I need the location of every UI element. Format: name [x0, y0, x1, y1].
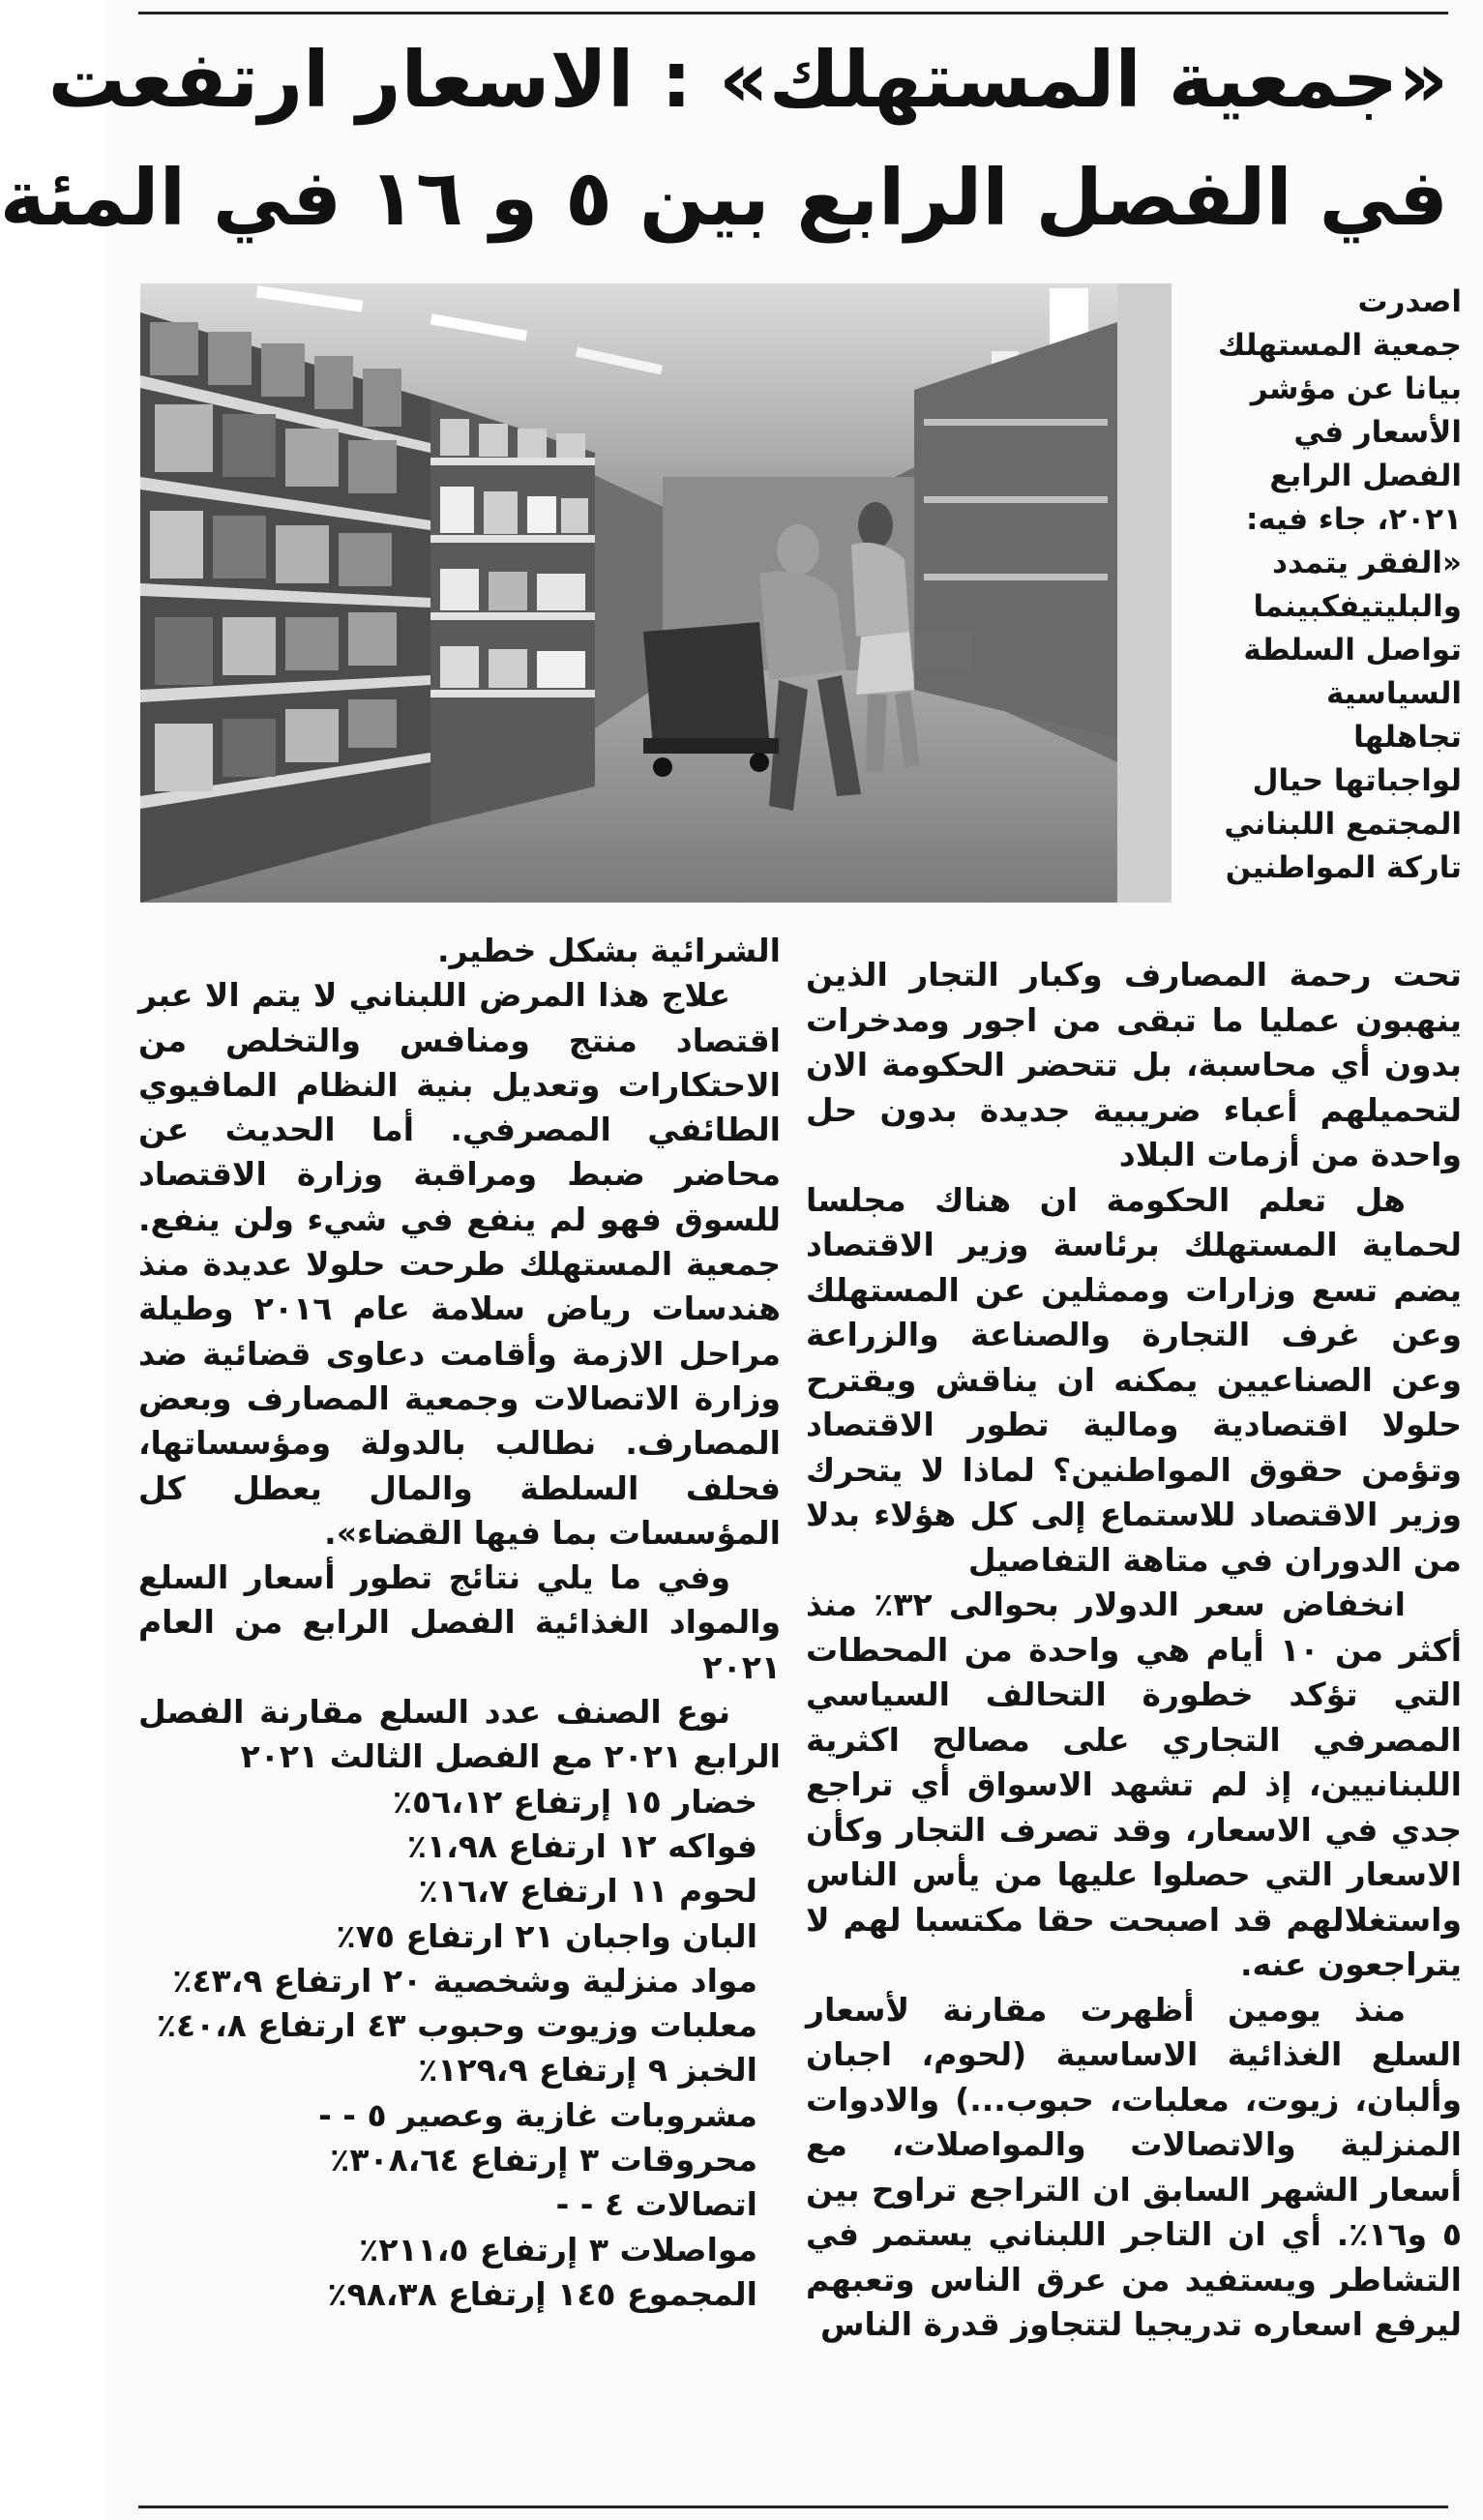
text-line: ٢٠٢١، جاء فيه: [1245, 502, 1462, 537]
text-line: الأسعار في [1293, 415, 1462, 450]
text-line: «الفقر يتمدد [1272, 546, 1462, 580]
paragraph: انخفاض سعر الدولار بحوالى ٣٢٪ منذ أكثر من ١٠ أيام هي واحدة من المحطات التي تؤكد خطورة التحالف السياسي المصرفي التجاري على مصالح اكثرية اللبنانيين، إذ لم تشهد الاسواق أي تراجع جدي في الاسعار، وقد تصرف التجار وكأن الاسعار التي حصلوا عليها من يأس الناس واستغلالهم قد اصبحت حقا مكتسبا لهم لا يتراجعون عنه. [806, 1586, 1463, 1983]
price-row: معلبات وزيوت وحبوب ٤٣ ارتفاع ٤٠،٨٪ [156, 2006, 757, 2045]
article-column-left [138, 929, 781, 2496]
top-rule [138, 12, 1448, 15]
paragraph: منذ يومين أظهرت مقارنة لأسعار السلع الغذائية الاساسية (لحوم، اجبان وألبان، زيوت، معلبات، حبوب...) والادوات المنزلية والاتصالات والمواصلات، مع أسعار الشهر السابق ان التراجع تراوح بين ٥ و١٦٪. أي ان التاجر اللبناني يستمر في التشاطر ويستفيد من عرق الناس وتعبهم ليرفع اسعاره تدريجيا لتتجاوز قدرة الناس [806, 1990, 1462, 2343]
price-row: خضار ١٥ إرتفاع ٥٦،١٢٪ [392, 1782, 757, 1821]
price-row: فواكه ١٢ ارتفاع ١،٩٨٪ [406, 1826, 757, 1865]
text-line: الفصل الرابع [1269, 459, 1462, 493]
table-header: نوع الصنف عدد السلع مقارنة الفصل الرابع ٢٠٢١ مع الفصل الثالث ٢٠٢١ [138, 1693, 781, 1776]
price-row: مواصلات ٣ إرتفاع ٢١١،٥٪ [359, 2230, 757, 2268]
text-line: والبليتيفكبينما [1253, 589, 1462, 624]
headline-line-1: «جمعية المستهلك» : الاسعار ارتفعت [47, 35, 1448, 125]
paragraph: علاج هذا المرض اللبناني لا يتم الا عبر اقتصاد منتج ومنافس والتخلص من الاحتكارات وتعديل بنية النظام المافيوي الطائفي المصرفي. أما الحديث عن محاضر ضبط ومراقبة وزارة الاقتصاد للسوق فهو لم ينفع في شيء ولن ينفع. جمعية المستهلك طرحت حلولا عديدة منذ هندسات رياض سلامة عام ٢٠١٦ وطيلة مراحل الازمة وأقامت دعاوى قضائية ضد وزارة الاتصالات وجمعية المصارف وبعض المصارف. نطالب بالدولة ومؤسساتها، فحلف السلطة والمال يعطل كل المؤسسات بما فيها القضاء». [138, 976, 781, 1552]
text-line: بيانا عن مؤشر [1250, 371, 1462, 406]
text-line: تاركة المواطنين [1225, 850, 1462, 885]
bottom-rule [138, 2505, 1448, 2508]
text-line: اصدرت [1357, 284, 1462, 319]
headline-line-2: في الفصل الرابع بين ٥ و ١٦ في المئة [0, 153, 1448, 243]
text-line: السياسية [1325, 676, 1462, 711]
article-column-right [806, 953, 1462, 2496]
text-line: المجتمع اللبناني [1224, 807, 1462, 842]
price-row: مواد منزلية وشخصية ٢٠ ارتفاع ٤٣،٩٪ [172, 1961, 757, 2000]
price-row: اتصالات ٤ - - [555, 2185, 757, 2224]
text-line: لواجباتها حيال [1252, 763, 1462, 798]
text-line: تجاهلها [1353, 720, 1462, 755]
price-row: البان واجبان ٢١ ارتفاع ٧٥٪ [336, 1916, 757, 1955]
price-row: محروقات ٣ إرتفاع ٣٠٨،٦٤٪ [330, 2141, 757, 2179]
article-column-top [1183, 281, 1462, 944]
paragraph: الشرائية بشكل خطير. [436, 932, 781, 969]
paragraph: وفي ما يلي نتائج تطور أسعار السلع والمواد الغذائية الفصل الرابع من العام ٢٠٢١ [138, 1558, 781, 1686]
text-line: تواصل السلطة [1243, 633, 1462, 667]
supermarket-photo [140, 283, 1172, 903]
price-row: الخبز ٩ إرتفاع ١٢٩،٩٪ [418, 2051, 757, 2090]
price-row: مشروبات غازية وعصير ٥ - - [318, 2095, 757, 2134]
text-line: جمعية المستهلك [1217, 328, 1462, 363]
price-total-row: المجموع ١٤٥ إرتفاع ٩٨،٣٨٪ [327, 2274, 757, 2313]
paragraph: تحت رحمة المصارف وكبار التجار الذين ينهبون عمليا ما تبقى من اجور ومدخرات بدون أي محاسبة، بل تتحضر الحكومة الان لتحميلهم أعباء ضريبية جديدة بدون حل واحدة من أزمات البلاد [806, 956, 1462, 1173]
paragraph: هل تعلم الحكومة ان هناك مجلسا لحماية المستهلك برئاسة وزير الاقتصاد يضم تسع وزارات وممثلين عن المستهلك وعن غرف التجارة والصناعة والزراعة وعن الصناعيين يمكنه ان يناقش ويقترح حلولا اقتصادية ومالية تطور الاقتصاد وتؤمن حقوق المواطنين؟ لماذا لا يتحرك وزير الاقتصاد للاستماع إلى كل هؤلاء بدلا من الدوران في متاهة التفاصيل [806, 1180, 1462, 1579]
price-row: لحوم ١١ ارتفاع ١٦،٧٪ [418, 1872, 757, 1911]
headline [0, 21, 1448, 273]
